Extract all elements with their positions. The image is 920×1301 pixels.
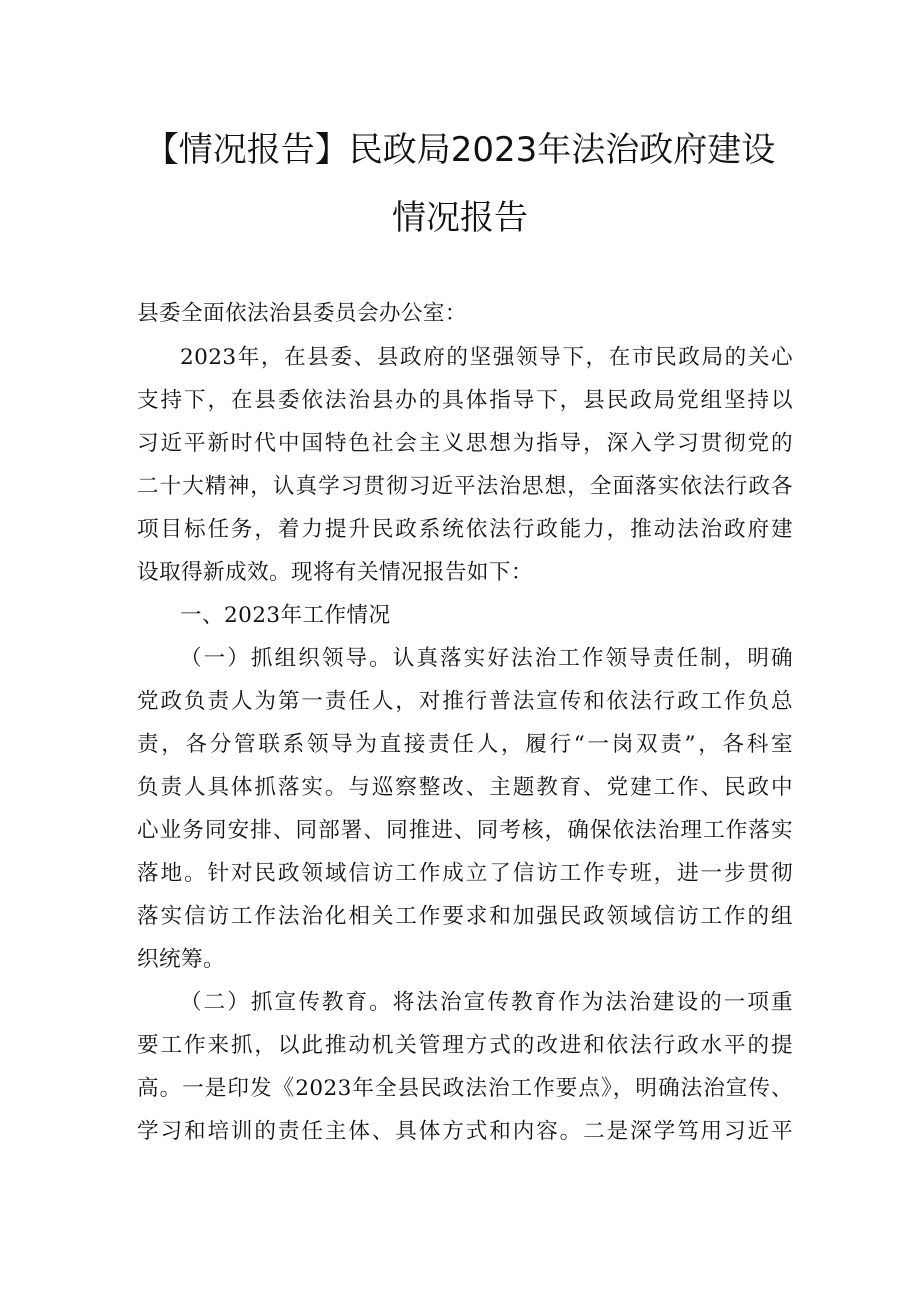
paragraph-line: 党政负责人为第一责任人，对推行普法宣传和依法行政工作负总 xyxy=(137,689,793,714)
paragraph-line: 要工作来抓，以此推动机关管理方式的改进和依法行政水平的提 xyxy=(137,1033,793,1058)
section-heading: 一、2023年工作情况 xyxy=(180,603,391,628)
paragraph-line: 支持下，在县委依法治县办的具体指导下，县民政局党组坚持以 xyxy=(137,388,793,413)
paragraph-line: （一）抓组织领导。认真落实好法治工作领导责任制，明确 xyxy=(180,646,793,671)
paragraph-line: （二）抓宣传教育。将法治宣传教育作为法治建设的一项重 xyxy=(180,990,793,1015)
paragraph-line: 责，各分管联系领导为直接责任人，履行“一岗双责”，各科室 xyxy=(137,732,793,757)
paragraph-line: 习近平新时代中国特色社会主义思想为指导，深入学习贯彻党的 xyxy=(137,431,793,456)
paragraph-line: 落实信访工作法治化相关工作要求和加强民政领域信访工作的组 xyxy=(137,904,793,929)
paragraph-line: 二十大精神，认真学习贯彻习近平法治思想，全面落实依法行政各 xyxy=(137,474,793,499)
salutation: 县委全面依法治县委员会办公室： xyxy=(137,301,467,326)
paragraph-line: 项目标任务，着力提升民政系统依法行政能力，推动法治政府建 xyxy=(137,517,793,542)
paragraph-line: 心业务同安排、同部署、同推进、同考核，确保依法治理工作落实 xyxy=(137,818,793,843)
paragraph-line: 负责人具体抓落实。与巡察整改、主题教育、党建工作、民政中 xyxy=(137,775,793,800)
paragraph-line: 落地。针对民政领域信访工作成立了信访工作专班，进一步贯彻 xyxy=(137,861,793,886)
paragraph-line: 设取得新成效。现将有关情况报告如下： xyxy=(137,560,533,585)
paragraph-line: 学习和培训的责任主体、具体方式和内容。二是深学笃用习近平 xyxy=(137,1119,793,1144)
paragraph-line: 织统筹。 xyxy=(137,947,225,972)
document-title-line-2: 情况报告 xyxy=(392,198,528,238)
paragraph-line: 2023年，在县委、县政府的坚强领导下，在市民政局的关心 xyxy=(180,345,793,370)
document-title-line-1: 【情况报告】民政局2023年法治政府建设 xyxy=(144,130,776,170)
paragraph-line: 高。一是印发《2023年全县民政法治工作要点》，明确法治宣传、 xyxy=(137,1076,793,1101)
